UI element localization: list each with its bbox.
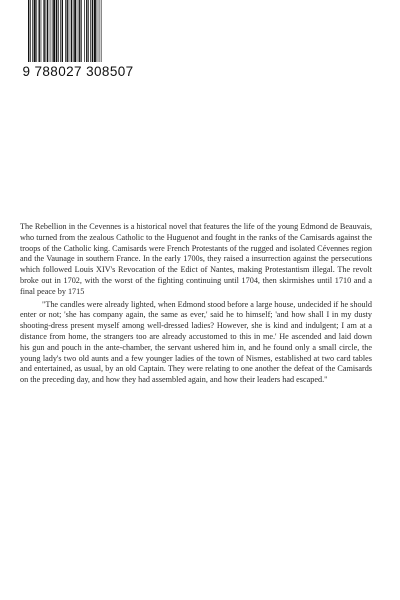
- barcode-bars: [28, 0, 128, 64]
- barcode-bar: [90, 0, 91, 62]
- barcode-bar: [53, 0, 55, 62]
- barcode-bar: [69, 0, 70, 62]
- barcode-bar: [58, 0, 59, 62]
- barcode-bar: [56, 0, 57, 62]
- barcode-bar: [46, 0, 47, 62]
- barcode-bar: [101, 0, 102, 62]
- barcode: [22, 0, 134, 82]
- barcode-bar: [79, 0, 80, 62]
- barcode-bar: [60, 0, 61, 62]
- barcode-bar: [43, 0, 44, 62]
- barcode-bar: [92, 0, 93, 62]
- barcode-bar: [28, 0, 29, 62]
- isbn-number: 9 788027 308507: [22, 64, 134, 79]
- excerpt-paragraph: "The candles were already lighted, when Edmond stood before a large house, undecided if he should enter or not; 'she has company again, the same as ever,' said he to himself; 'and how shall I in my dusty shooting-dress present myself among well-dressed ladies? However, she is kind and indulgent; I am at a distance from home, the strangers too are already accustomed to this in me.' He ascended and laid down his gun and pouch in the ante-chamber, the servant ushered him in, and he found only a small circle, the young lady's two old aunts and a few younger ladies of the town of Nismes, established at two card tables and entertained, as usual, by an old Captain. They were relating to one another the defeat of the Camisards on the preceding day, and how they had assembled again, and how their leaders had escaped.": [20, 299, 372, 385]
- barcode-bar: [41, 0, 42, 62]
- barcode-bar: [62, 0, 63, 62]
- barcode-bar: [50, 0, 51, 62]
- description-paragraph: The Rebellion in the Cevennes is a historical novel that features the life of the young Edmond de Beauvais, who turned from the zealous Catholic to the Huguenot and fought in the ranks of the Camisards against the troops of the Catholic king. Camisards were French Protestants of the rugged and isolated Cévennes region and the Vaunage in southern France. In the early 1700s, they raised a insurrection against the persecutions which followed Louis XIV's Revocation of the Edict of Nantes, making Protestantism illegal. The revolt broke out in 1702, with the worst of the fighting continuing until 1704, then skirmishes until 1710 and a final peace by 1715: [20, 222, 372, 296]
- barcode-bar: [86, 0, 87, 62]
- barcode-bar: [39, 0, 40, 62]
- barcode-bar: [34, 0, 36, 62]
- barcode-bar: [97, 0, 98, 62]
- barcode-bar: [73, 0, 74, 62]
- barcode-bar: [88, 0, 89, 62]
- barcode-bar: [47, 0, 48, 62]
- barcode-bar: [36, 0, 37, 62]
- book-description: [20, 222, 372, 388]
- barcode-bar: [74, 0, 76, 62]
- barcode-bar: [84, 0, 85, 62]
- barcode-bar: [81, 0, 82, 62]
- barcode-bar: [78, 0, 79, 62]
- barcode-bar: [67, 0, 68, 62]
- barcode-bar: [32, 0, 33, 62]
- barcode-bar: [71, 0, 72, 62]
- barcode-bar: [94, 0, 96, 62]
- barcode-bar: [65, 0, 66, 62]
- barcode-bar: [52, 0, 53, 62]
- barcode-bar: [99, 0, 100, 62]
- barcode-bar: [30, 0, 31, 62]
